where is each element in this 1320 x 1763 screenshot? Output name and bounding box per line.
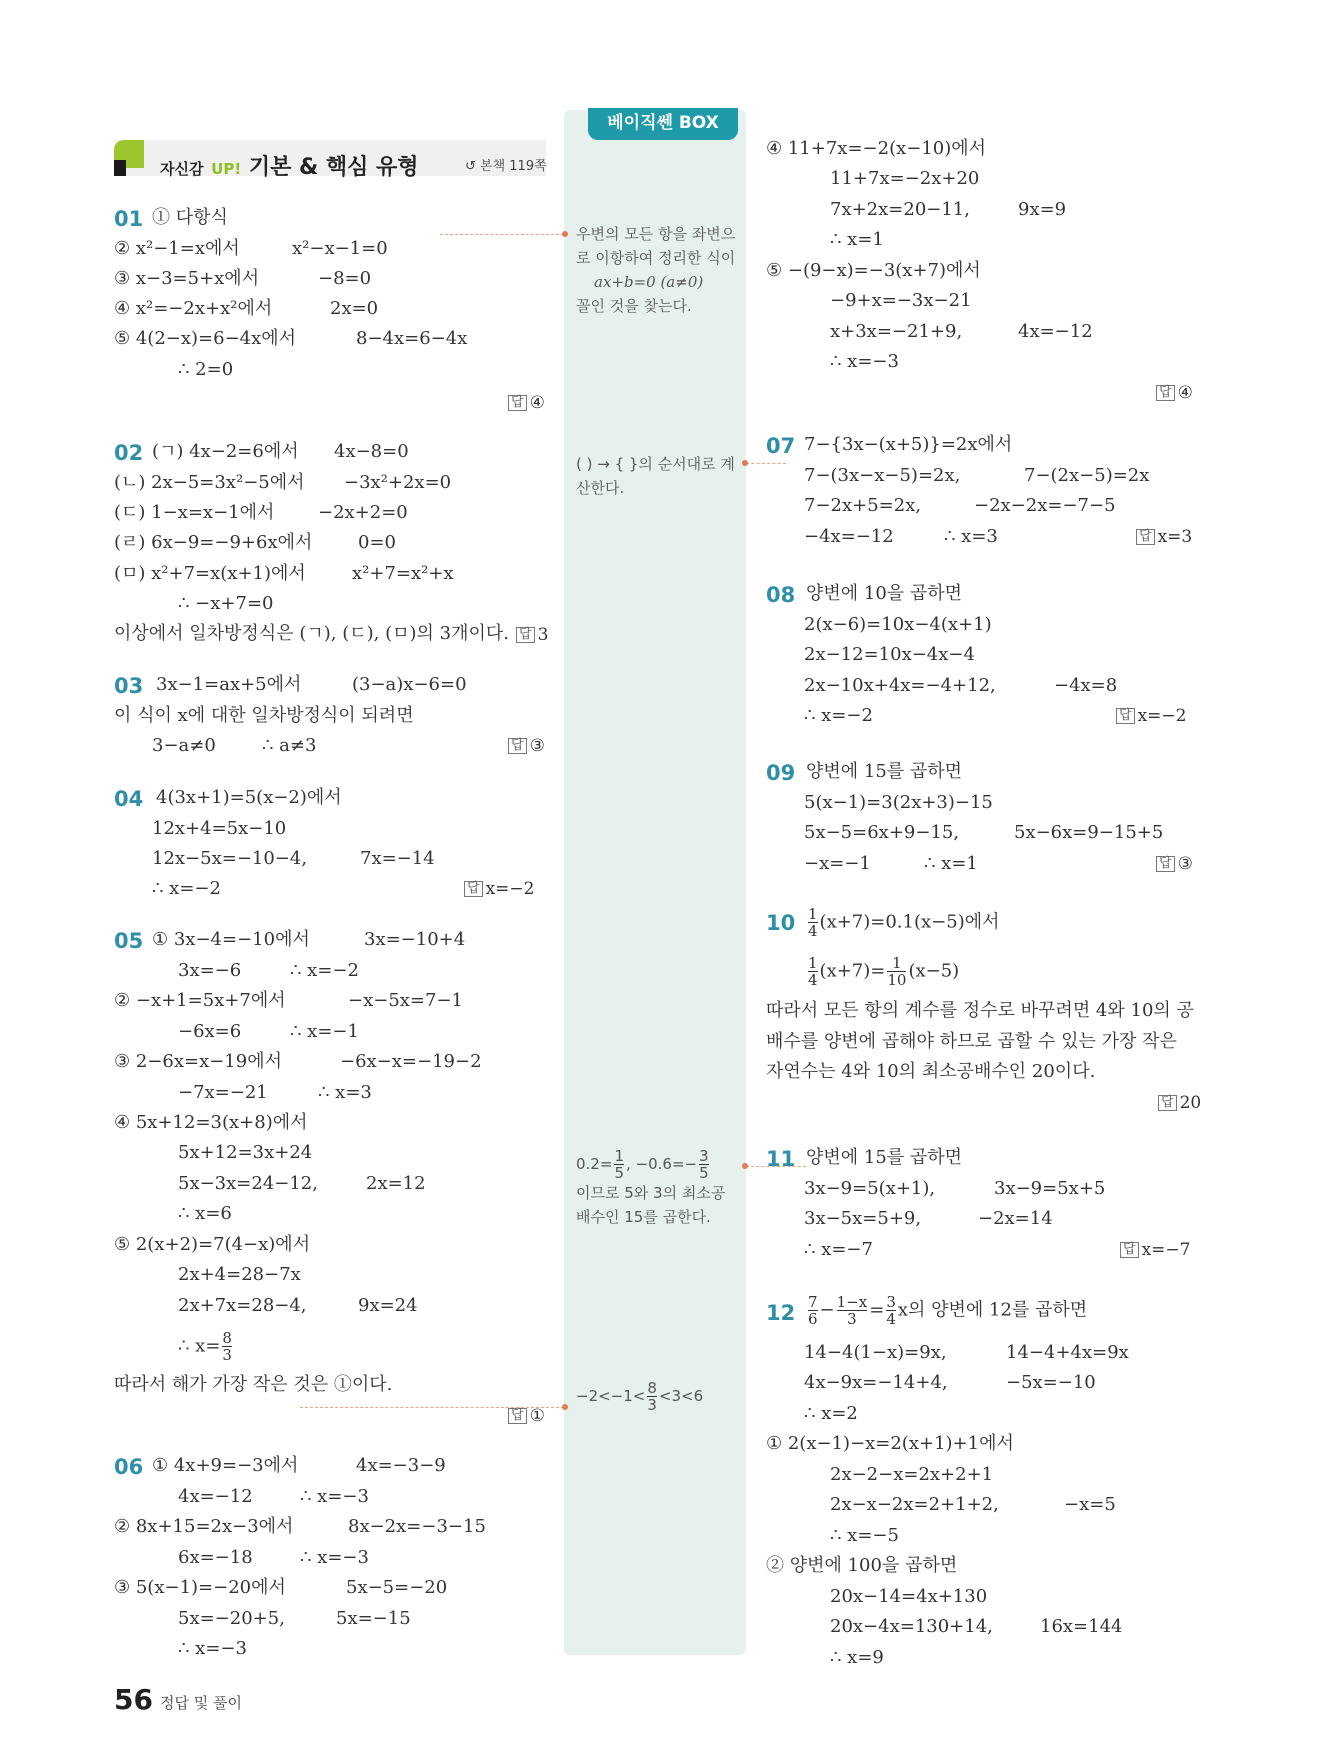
solution-line: 20x−4x=130+14, — [830, 1616, 993, 1637]
solution-line: ∴ x=−2 — [804, 705, 873, 726]
solution-line: 7−(2x−5)=2x — [1024, 465, 1150, 486]
solution-line: ① 4x+9=−3에서 — [152, 1455, 299, 1476]
problem-number: 12 — [766, 1301, 796, 1325]
solution-line: (ㄴ) 2x−5=3x²−5에서 — [114, 472, 305, 493]
box-note-4: −2<−1< $\frac{8}{3}$ <3<6 — [576, 1379, 704, 1414]
solution-line: ④ x²=−2x+x²에서 — [114, 298, 273, 319]
solution-line: 2x−2−x=2x+2+1 — [830, 1464, 994, 1485]
solution-line: 2x=12 — [366, 1173, 426, 1194]
solution-line: ∴ −x+7=0 — [178, 593, 274, 614]
solution-line: 7x=−14 — [360, 848, 435, 869]
solution-line: 2x−x−2x=2+1+2, — [830, 1494, 999, 1515]
solution-line: ② 8x+15=2x−3에서 — [114, 1516, 294, 1537]
solution-line: ∴ x=−7 — [804, 1239, 873, 1260]
solution-line: ∴ x=−5 — [830, 1525, 899, 1546]
solution-line: ∴ x= $\frac{8}{3}$ — [178, 1329, 232, 1364]
solution-line: 3x=−10+4 — [364, 929, 466, 950]
solution-line: (ㅁ) x²+7=x(x+1)에서 — [114, 563, 306, 584]
solution-line: 따라서 모든 항의 계수를 정수로 바꾸려면 4와 10의 공 — [766, 1000, 1194, 1021]
solution-line: 4(3x+1)=5(x−2)에서 — [156, 787, 342, 808]
connector-dot — [742, 460, 748, 466]
solution-line: −7x=−21 — [178, 1082, 268, 1103]
solution-line: 0=0 — [358, 532, 396, 553]
solution-line: 9x=9 — [1018, 199, 1067, 220]
problem-number: 08 — [766, 583, 796, 607]
book-reference: ↺ 본책 119쪽 — [465, 159, 547, 174]
footer-label: 정답 및 풀이 — [160, 1694, 242, 1712]
section-title: 자신감 UP! 기본 & 핵심 유형 — [160, 155, 419, 180]
solution-line: ③ x−3=5+x에서 — [114, 268, 260, 289]
solution-line: 12x+4=5x−10 — [152, 818, 287, 839]
answer: 답 ③ — [1156, 853, 1193, 875]
solution-line: −4x=8 — [1054, 675, 1118, 696]
solution-line: ∴ x=3 — [944, 526, 998, 547]
solution-line: ∴ x=2 — [804, 1403, 858, 1424]
page-number: 56 — [114, 1683, 153, 1716]
problem-number: 09 — [766, 761, 796, 785]
connector-line — [440, 234, 564, 235]
solution-line: ∴ x=6 — [178, 1203, 232, 1224]
solution-line: 2x−12=10x−4x−4 — [804, 644, 975, 665]
solution-line: ③ 5(x−1)=−20에서 — [114, 1577, 286, 1598]
solution-line: ① 2(x−1)−x=2(x+1)+1에서 — [766, 1433, 1014, 1454]
solution-line: $\frac{1}{4}$ (x+7)= $\frac{1}{10}$ (x−5) — [808, 954, 960, 989]
solution-line: −x=−1 — [804, 853, 871, 874]
solution-line: (ㄷ) 1−x=x−1에서 — [114, 502, 275, 523]
solution-line: ∴ x=−2 — [152, 878, 221, 899]
solution-line: 양변에 15를 곱하면 — [806, 761, 963, 782]
solution-line: 5x+12=3x+24 — [178, 1142, 313, 1163]
solution-line: ∴ x=1 — [830, 229, 884, 250]
basic-box-title: 베이직쎈 BOX — [588, 108, 738, 140]
solution-line: 8−4x=6−4x — [356, 328, 468, 349]
solution-line: ∴ x=−1 — [290, 1021, 359, 1042]
solution-line: ② x²−1=x에서 — [114, 238, 240, 259]
solution-line: 12x−5x=−10−4, — [152, 848, 308, 869]
solution-line: ① 다항식 — [152, 207, 228, 228]
connector-dot — [742, 1163, 748, 1169]
answer: 답 ① — [508, 1405, 545, 1427]
solution-line: −8=0 — [318, 268, 372, 289]
solution-line: 5x=−15 — [336, 1608, 411, 1629]
problem-number: 05 — [114, 929, 144, 953]
solution-line: 2x−10x+4x=−4+12, — [804, 675, 996, 696]
solution-line: 7−(3x−x−5)=2x, — [804, 465, 961, 486]
solution-line: 16x=144 — [1040, 1616, 1123, 1637]
solution-line: ⑤ −(9−x)=−3(x+7)에서 — [766, 260, 981, 281]
problem-number: 11 — [766, 1147, 796, 1171]
solution-line: 5x−3x=24−12, — [178, 1173, 318, 1194]
problem-number: 07 — [766, 434, 796, 458]
problem-number: 03 — [114, 674, 144, 698]
solution-line: 3x−9=5(x+1), — [804, 1178, 936, 1199]
solution-line: 5(x−1)=3(2x+3)−15 — [804, 792, 993, 813]
connector-line — [746, 463, 786, 464]
solution-line: 7−{3x−(x+5)}=2x에서 — [804, 434, 1013, 455]
solution-line: 4x−8=0 — [334, 441, 409, 462]
solution-line: 3−a≠0 — [152, 735, 216, 756]
problem-number: 10 — [766, 911, 796, 935]
solution-line: ⑤ 4(2−x)=6−4x에서 — [114, 328, 297, 349]
problem-number: 06 — [114, 1455, 144, 1479]
solution-line: 2x+7x=28−4, — [178, 1295, 307, 1316]
solution-line: 따라서 해가 가장 작은 것은 ①이다. — [114, 1374, 393, 1395]
solution-line: 6x=−18 — [178, 1547, 253, 1568]
answer: 답 20 — [1158, 1092, 1201, 1114]
answer: 답 x=−2 — [1116, 705, 1186, 727]
solution-line: −6x−x=−19−2 — [340, 1051, 482, 1072]
solution-line: ∴ 2=0 — [178, 359, 234, 380]
solution-line: x²−x−1=0 — [292, 238, 388, 259]
solution-line: 4x=−12 — [1018, 321, 1093, 342]
solution-line: 8x−2x=−3−15 — [348, 1516, 486, 1537]
solution-line: 배수를 양변에 곱해야 하므로 곱할 수 있는 가장 작은 — [766, 1031, 1177, 1052]
solution-line: 5x−5=6x+9−15, — [804, 822, 960, 843]
box-note-3: 0.2= $\frac{1}{5}$ , −0.6=− $\frac{3}{5}$ 이므로 5와 3의 최소공배수인 15를 곱한다. — [576, 1147, 726, 1226]
solution-line: 3x−5x=5+9, — [804, 1208, 922, 1229]
solution-line: x²+7=x²+x — [352, 563, 454, 584]
solution-line: ② 양변에 100을 곱하면 — [766, 1555, 958, 1576]
answer: 답 ③ — [508, 735, 545, 757]
solution-line: 양변에 15를 곱하면 — [806, 1147, 963, 1168]
solution-line: 2(x−6)=10x−4(x+1) — [804, 614, 992, 635]
solution-line: ∴ x=1 — [924, 853, 978, 874]
solution-line: (3−a)x−6=0 — [352, 674, 467, 695]
solution-line: −6x=6 — [178, 1021, 242, 1042]
solution-line: 이 식이 x에 대한 일차방정식이 되려면 — [114, 705, 414, 726]
solution-line: 5x−5=−20 — [346, 1577, 448, 1598]
basic-box-panel — [564, 110, 746, 1655]
solution-line: −2x+2=0 — [318, 502, 408, 523]
solution-line: ∴ x=−3 — [178, 1638, 247, 1659]
solution-line: −x=5 — [1064, 1494, 1116, 1515]
solution-line: 7−2x+5=2x, — [804, 495, 922, 516]
solution-line: x+3x=−21+9, — [830, 321, 963, 342]
solution-line: $\frac{1}{4}$ (x+7)=0.1(x−5)에서 — [808, 905, 1000, 940]
solution-line: −5x=−10 — [1006, 1372, 1096, 1393]
solution-line: 9x=24 — [358, 1295, 418, 1316]
answer: 답 x=3 — [1136, 526, 1192, 548]
solution-line: ③ 2−6x=x−19에서 — [114, 1051, 282, 1072]
answer: 답 3 — [516, 624, 548, 646]
solution-line: 3x=−6 — [178, 960, 242, 981]
solution-line: ⑤ 2(x+2)=7(4−x)에서 — [114, 1234, 311, 1255]
solution-line: ∴ x=9 — [830, 1647, 884, 1668]
solution-line: 5x=−20+5, — [178, 1608, 285, 1629]
solution-line: 이상에서 일차방정식은 (ㄱ), (ㄷ), (ㅁ)의 3개이다. — [114, 623, 509, 644]
solution-line: ④ 5x+12=3(x+8)에서 — [114, 1112, 308, 1133]
solution-line: (ㄱ) 4x−2=6에서 — [152, 441, 299, 462]
connector-dot — [562, 231, 568, 237]
solution-line: 11+7x=−2x+20 — [830, 168, 980, 189]
solution-line: 4x=−12 — [178, 1486, 253, 1507]
solution-line: 자연수는 4와 10의 최소공배수인 20이다. — [766, 1061, 1096, 1082]
solution-line: 양변에 10을 곱하면 — [806, 583, 963, 604]
problem-number: 04 — [114, 787, 144, 811]
solution-line: −3x²+2x=0 — [344, 472, 452, 493]
header-accent-dark — [114, 160, 126, 176]
answer: 답 x=−7 — [1120, 1239, 1190, 1261]
solution-line: 7x+2x=20−11, — [830, 199, 970, 220]
solution-line: 4x−9x=−14+4, — [804, 1372, 948, 1393]
solution-line: 20x−14=4x+130 — [830, 1586, 988, 1607]
solution-line: ② −x+1=5x+7에서 — [114, 990, 286, 1011]
answer: 답 ④ — [1156, 382, 1193, 404]
solution-line: −x−5x=7−1 — [348, 990, 463, 1011]
solution-line: 2x=0 — [330, 298, 379, 319]
box-note-2: ( ) → { }의 순서대로 계산한다. — [576, 455, 735, 497]
connector-dot — [562, 1404, 568, 1410]
solution-line: −4x=−12 — [804, 526, 894, 547]
solution-line: ① 3x−4=−10에서 — [152, 929, 310, 950]
solution-line: ∴ a≠3 — [262, 735, 317, 756]
answer: 답 x=−2 — [464, 878, 534, 900]
solution-line: 14−4+4x=9x — [1006, 1342, 1129, 1363]
solution-line: ④ 11+7x=−2(x−10)에서 — [766, 138, 987, 159]
solution-line: ∴ x=−3 — [300, 1486, 369, 1507]
solution-line: −2x−2x=−7−5 — [974, 495, 1116, 516]
solution-line: ∴ x=−3 — [830, 351, 899, 372]
solution-line: −2x=14 — [978, 1208, 1053, 1229]
solution-line: 4x=−3−9 — [356, 1455, 446, 1476]
solution-line: ∴ x=−3 — [300, 1547, 369, 1568]
solution-line: 3x−9=5x+5 — [994, 1178, 1106, 1199]
solution-line: −9+x=−3x−21 — [830, 290, 972, 311]
solution-line: 2x+4=28−7x — [178, 1264, 301, 1285]
solution-line: 5x−6x=9−15+5 — [1014, 822, 1164, 843]
box-note-1: 우변의 모든 항을 좌변으로 이항하여 정리한 식이 ax+b=0 (a≠0) 꼴인 것을 찾는다. — [576, 225, 736, 315]
problem-number: 01 — [114, 207, 144, 231]
solution-line: ∴ x=−2 — [290, 960, 359, 981]
solution-line: $\frac{7}{6}$ − $\frac{1-x}{3}$ = $\frac{3}{4}$ x의 양변에 12를 곱하면 — [808, 1293, 1088, 1328]
answer: 답 ④ — [508, 392, 545, 414]
solution-line: (ㄹ) 6x−9=−9+6x에서 — [114, 532, 313, 553]
solution-line: ∴ x=3 — [318, 1082, 372, 1103]
problem-number: 02 — [114, 441, 144, 465]
solution-line: 14−4(1−x)=9x, — [804, 1342, 947, 1363]
solution-line: 3x−1=ax+5에서 — [156, 674, 302, 695]
